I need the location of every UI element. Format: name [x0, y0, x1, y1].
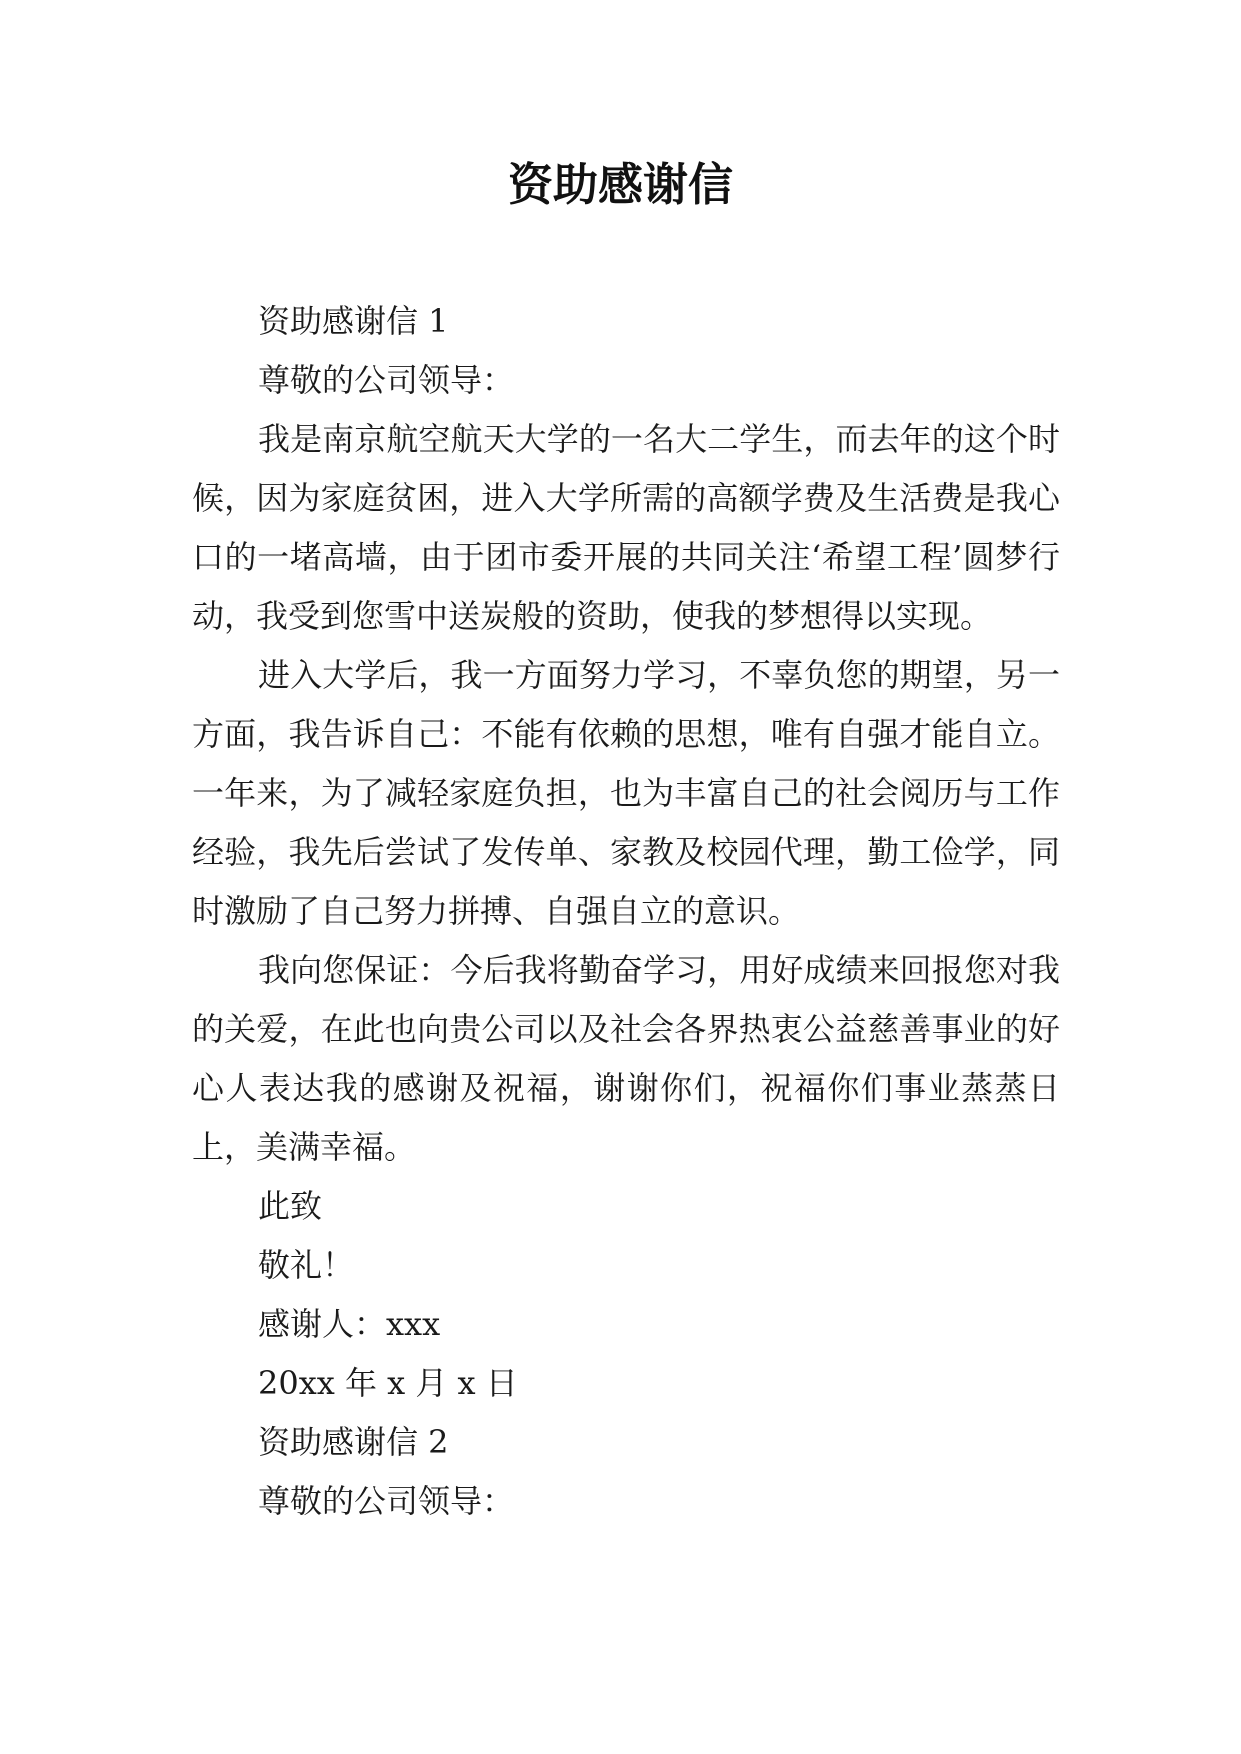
- letter1-signature: 感谢人：xxx: [258, 1305, 441, 1343]
- letter1-heading: 资助感谢信 1: [258, 302, 449, 340]
- letter1-paragraph-1: 我是南京航空航天大学的一名大二学生，而去年的这个时候，因为家庭贫困，进入大学所需的高额学费及生活费是我心口的一堵高墙，由于团市委开展的共同关注‘希望工程’圆梦行动，我受到您雪中送炭般的资助，使我的梦想得以实现。: [192, 420, 1060, 635]
- letter2-salutation: 尊敬的公司领导：: [258, 1482, 515, 1520]
- letter1-paragraph-2: 进入大学后，我一方面努力学习，不辜负您的期望，另一方面，我告诉自己：不能有依赖的思想，唯有自强才能自立。一年来，为了减轻家庭负担，也为丰富自己的社会阅历与工作经验，我先后尝试了发传单、家教及校园代理，勤工俭学，同时激励了自己努力拼搏、自强自立的意识。: [192, 656, 1060, 930]
- document-title: 资助感谢信: [507, 158, 733, 211]
- letter1-paragraph-3: 我向您保证：今后我将勤奋学习，用好成绩来回报您对我的关爱，在此也向贵公司以及社会各界热衷公益慈善事业的好心人表达我的感谢及祝福，谢谢你们，祝福你们事业蒸蒸日上，美满幸福。: [192, 951, 1060, 1166]
- letter2-heading: 资助感谢信 2: [258, 1423, 449, 1461]
- letter1-salutation: 尊敬的公司领导：: [258, 361, 515, 399]
- letter1-closing-1: 此致: [258, 1187, 323, 1225]
- document-body: [192, 292, 1060, 1531]
- letter1-closing-2: 敬礼！: [258, 1246, 355, 1284]
- letter1-date: 20xx 年 x 月 x 日: [258, 1364, 518, 1402]
